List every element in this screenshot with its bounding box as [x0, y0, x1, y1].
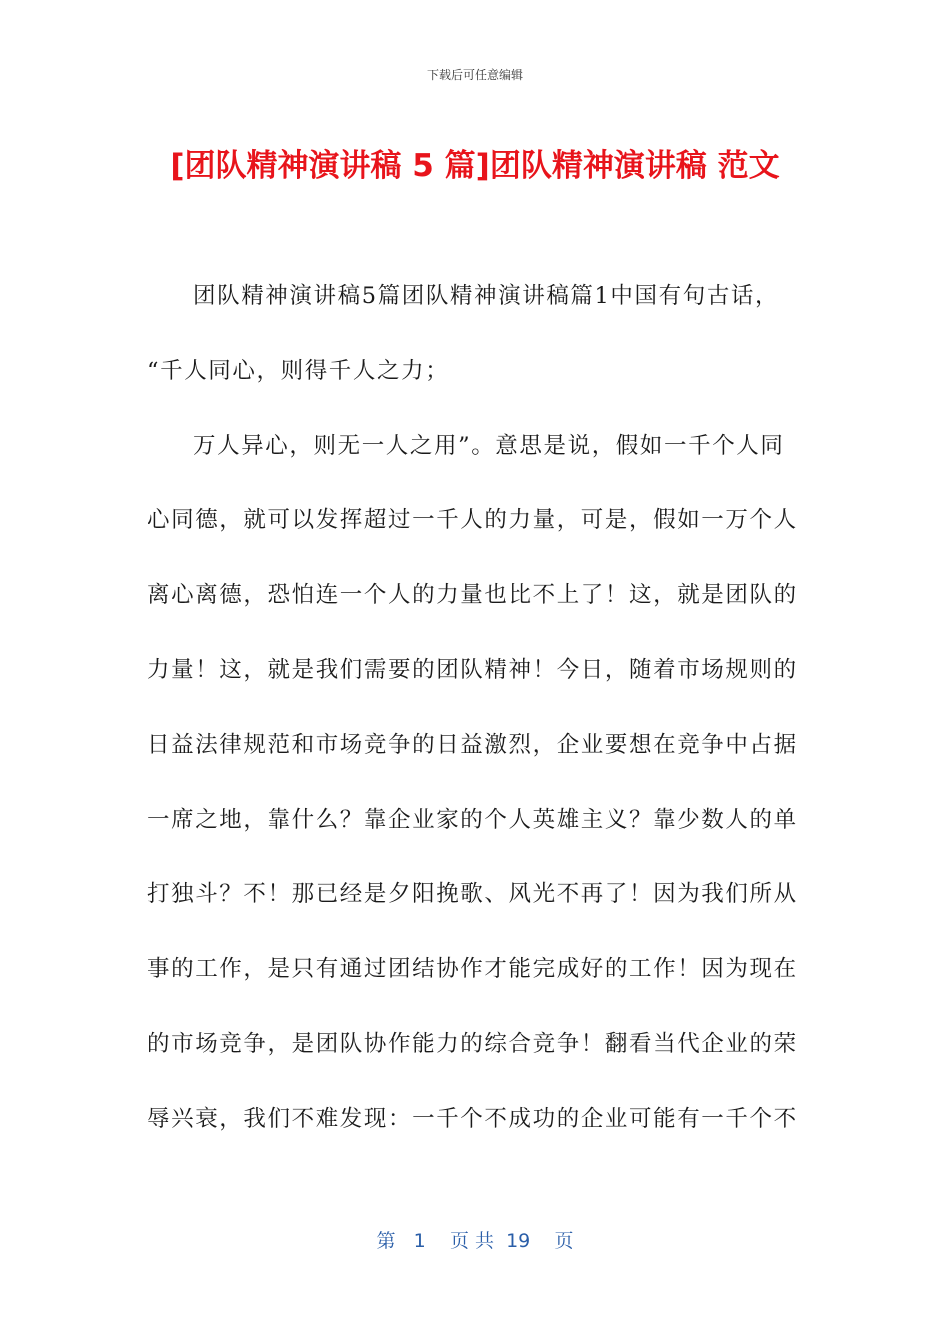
- footer-page-number: 1: [413, 1230, 426, 1252]
- body-line: 的市场竞争，是团队协作能力的综合竞争！翻看当代企业的荣: [147, 1030, 798, 1057]
- body-line: “千人同心，则得千人之力；: [147, 357, 450, 384]
- body-line: 打独斗？不！那已经是夕阳挽歌、风光不再了！因为我们所从: [147, 881, 798, 908]
- body-line: 心同德，就可以发挥超过一千人的力量，可是，假如一万个人: [147, 507, 798, 534]
- document-body: [147, 272, 807, 1170]
- body-line: 离心离德，恐怕连一个人的力量也比不上了！这，就是团队的: [147, 582, 798, 609]
- document-title: [团队精神演讲稿 5 篇]团队精神演讲稿 范文: [170, 148, 780, 184]
- body-line: 一席之地，靠什么？靠企业家的个人英雄主义？靠少数人的单: [147, 806, 798, 833]
- body-line: 辱兴衰，我们不难发现：一千个不成功的企业可能有一千个不: [147, 1105, 798, 1132]
- footer-page-prefix: 第: [376, 1230, 396, 1252]
- header-note: 下载后可任意编辑: [426, 68, 523, 82]
- body-line: 力量！这，就是我们需要的团队精神！今日，随着市场规则的: [147, 656, 798, 683]
- body-line: 事的工作，是只有通过团结协作才能完成好的工作！因为现在: [147, 956, 798, 983]
- body-line: 团队精神演讲稿5篇团队精神演讲稿篇1中国有句古话，: [193, 283, 780, 309]
- page-footer: [0, 1226, 950, 1253]
- footer-page-total: 19: [506, 1230, 531, 1252]
- footer-page-suffix: 页: [554, 1230, 574, 1252]
- body-line: 万人异心，则无一人之用”。意思是说，假如一千个人同: [193, 432, 785, 459]
- body-line: 日益法律规范和市场竞争的日益激烈，企业要想在竞争中占据: [147, 731, 798, 758]
- footer-page-middle: 页 共: [449, 1230, 494, 1252]
